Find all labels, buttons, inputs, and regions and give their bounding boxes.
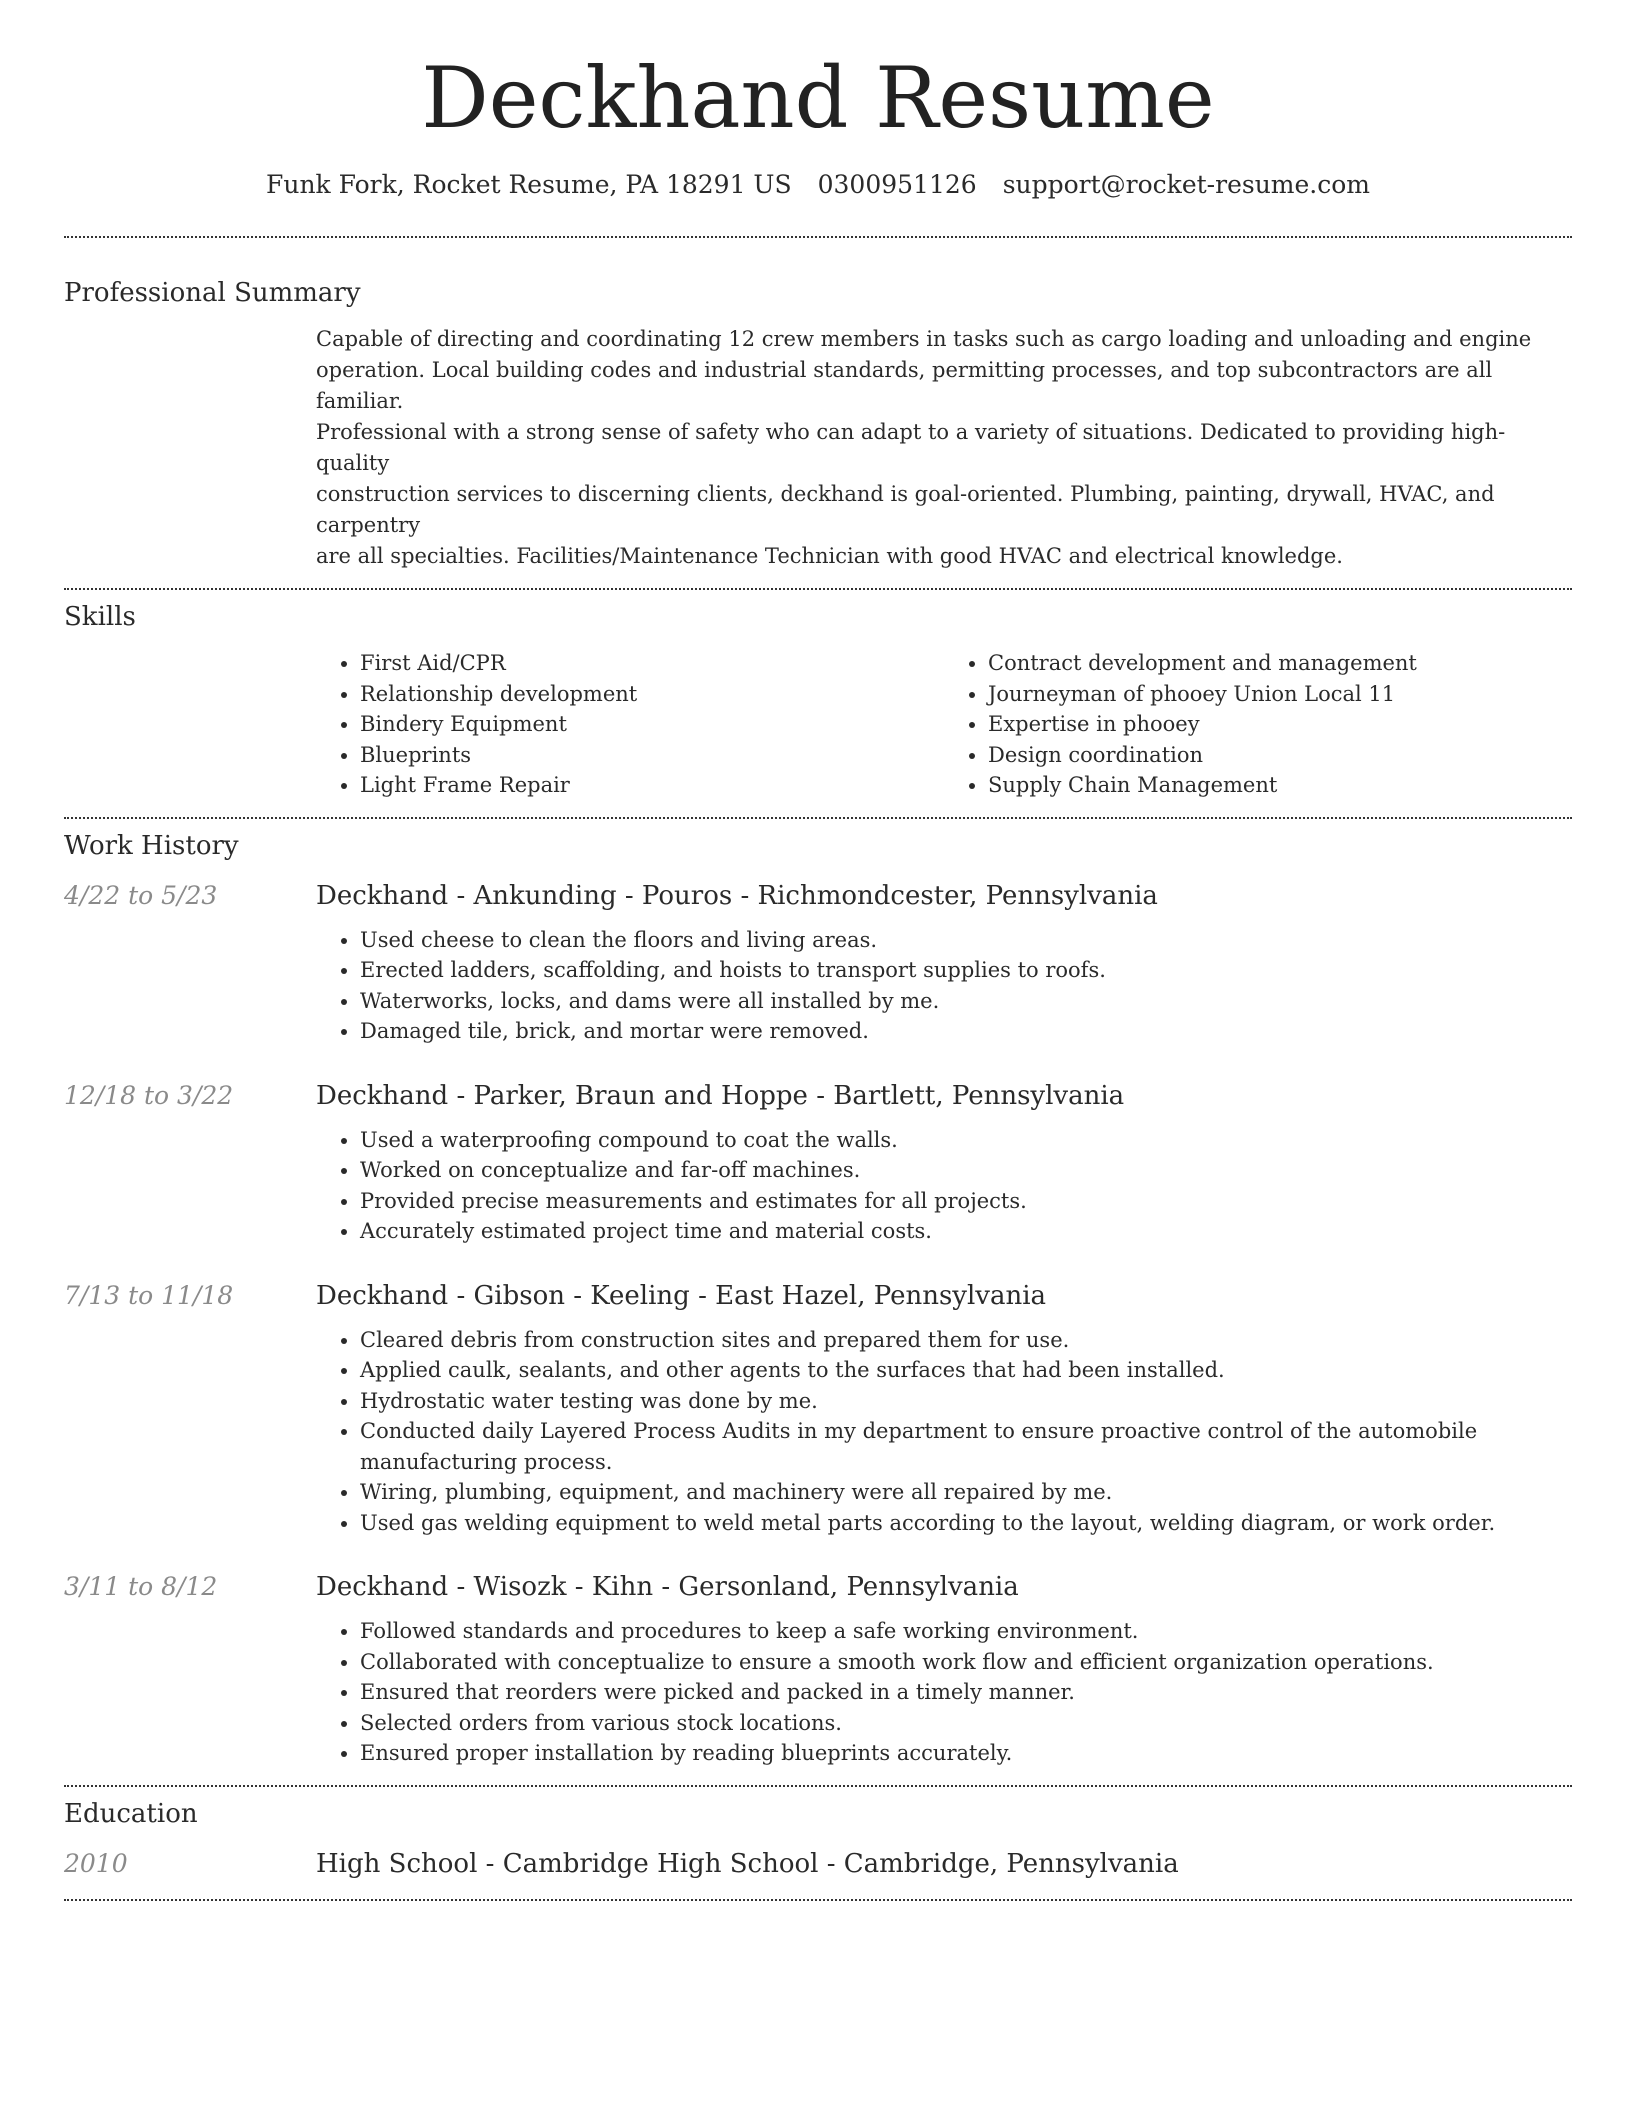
education-date: 2010 [64,1848,128,1878]
summary-line: are all specialties. Facilities/Maintenance Technician with good HVAC and electrical knowledge. [316,544,1343,568]
divider [64,588,1572,590]
bullet-item: • Hydrostatic water testing was done by me. [360,1386,1572,1417]
divider [64,817,1572,819]
bullet-item: • Used a waterproofing compound to coat the walls. [360,1125,1572,1156]
job-header [64,1081,1572,1111]
skills-section [64,602,1572,801]
skill-item: • Bindery Equipment [360,709,944,740]
job-date: 4/22 to 5/23 [64,880,218,910]
job-date: 7/13 to 11/18 [64,1280,234,1310]
bullet-item: • Damaged tile, brick, and mortar were removed. [360,1016,1572,1047]
bullet-item: • Erected ladders, scaffolding, and hoists to transport supplies to roofs. [360,955,1572,986]
skills-grid [316,648,1572,801]
work-section [64,831,1572,1769]
job-bullets [316,925,1572,1047]
job-date: 3/11 to 8/12 [64,1572,218,1601]
section-title-education: Education [64,1798,198,1829]
divider [64,236,1572,238]
skill-item: • Design coordination [988,740,1572,771]
bullet-list [316,1125,1572,1247]
job-title: Deckhand - Wisozk - Kihn - Gersonland, Pennsylvania [316,1572,1019,1602]
skills-list-left [316,648,944,801]
education-entry [64,1849,1572,1879]
summary-body [316,324,1572,572]
bullet-item: • Collaborated with conceptualize to ensure a smooth work flow and efficient organization operations. [360,1647,1572,1678]
summary-line: Professional with a strong sense of safety who can adapt to a variety of situations. Dedicated to providing high-quality [316,420,1506,475]
contact-line [64,170,1572,200]
job-entry [64,1572,1572,1769]
skill-item: • Blueprints [360,740,944,771]
bullet-item: • Waterworks, locks, and dams were all installed by me. [360,986,1572,1017]
bullet-list [316,1325,1572,1539]
bullet-list [316,925,1572,1047]
summary-line: Capable of directing and coordinating 12 crew members in tasks such as cargo loading and unloading and engine [316,327,1532,351]
summary-text [316,324,1572,572]
bullet-item: • Conducted daily Layered Process Audits in my department to ensure proactive control of the automobile manufacturing process. [360,1416,1572,1477]
skill-item: • Expertise in phooey [988,709,1572,740]
skill-item: • Journeyman of phooey Union Local 11 [988,679,1572,710]
job-header [64,881,1572,911]
bullet-item: • Ensured that reorders were picked and packed in a timely manner. [360,1677,1572,1708]
job-header [64,1281,1572,1311]
bullet-list [316,1616,1572,1769]
job-bullets [316,1325,1572,1539]
resume-title: Deckhand Resume [421,49,1215,147]
skill-item: • Light Frame Repair [360,770,944,801]
skills-list-right [944,648,1572,801]
divider [64,1785,1572,1787]
summary-section [64,278,1572,572]
skill-item: • Supply Chain Management [988,770,1572,801]
job-entry [64,1281,1572,1539]
job-title: Deckhand - Gibson - Keeling - East Hazel, Pennsylvania [316,1280,1047,1311]
bullet-item: • Wiring, plumbing, equipment, and machinery were all repaired by me. [360,1477,1572,1508]
job-bullets [316,1616,1572,1769]
bullet-item: • Ensured proper installation by reading blueprints accurately. [360,1738,1572,1769]
bullet-item: • Provided precise measurements and estimates for all projects. [360,1186,1572,1217]
skill-item: • Contract development and management [988,648,1572,679]
job-entry [64,1081,1572,1247]
bullet-item: • Worked on conceptualize and far-off machines. [360,1155,1572,1186]
summary-line: operation. Local building codes and industrial standards, permitting processes, and top subcontractors are all familiar. [316,358,1493,413]
email: support@rocket-resume.com [1002,170,1370,199]
section-title-work: Work History [64,830,239,861]
skill-item: • First Aid/CPR [360,648,944,679]
education-section [64,1799,1572,1879]
job-entry [64,881,1572,1047]
job-date: 12/18 to 3/22 [64,1080,234,1110]
phone: 0300951126 [817,170,977,199]
section-title-skills: Skills [64,602,136,632]
address: Funk Fork, Rocket Resume, PA 18291 US [266,170,792,199]
skill-item: • Relationship development [360,679,944,710]
divider [64,1899,1572,1901]
summary-line: construction services to discerning clients, deckhand is goal-oriented. Plumbing, painting, drywall, HVAC, and carpentry [316,482,1495,537]
bullet-item: • Followed standards and procedures to keep a safe working environment. [360,1616,1572,1647]
job-title: Deckhand - Parker, Braun and Hoppe - Bartlett, Pennsylvania [316,1080,1125,1111]
bullet-item: • Accurately estimated project time and material costs. [360,1216,1572,1247]
bullet-item: • Selected orders from various stock locations. [360,1708,1572,1739]
job-title: Deckhand - Ankunding - Pouros - Richmondcester, Pennsylvania [316,880,1158,911]
bullet-item: • Applied caulk, sealants, and other agents to the surfaces that had been installed. [360,1355,1572,1386]
bullet-item: • Used gas welding equipment to weld metal parts according to the layout, welding diagram, or work order. [360,1508,1572,1539]
education-degree: High School - Cambridge High School - Cambridge, Pennsylvania [316,1848,1179,1879]
job-bullets [316,1125,1572,1247]
section-title-summary: Professional Summary [64,278,361,308]
job-header [64,1572,1572,1602]
resume-page [64,0,1572,1901]
bullet-item: • Cleared debris from construction sites and prepared them for use. [360,1325,1572,1356]
bullet-item: • Used cheese to clean the floors and living areas. [360,925,1572,956]
